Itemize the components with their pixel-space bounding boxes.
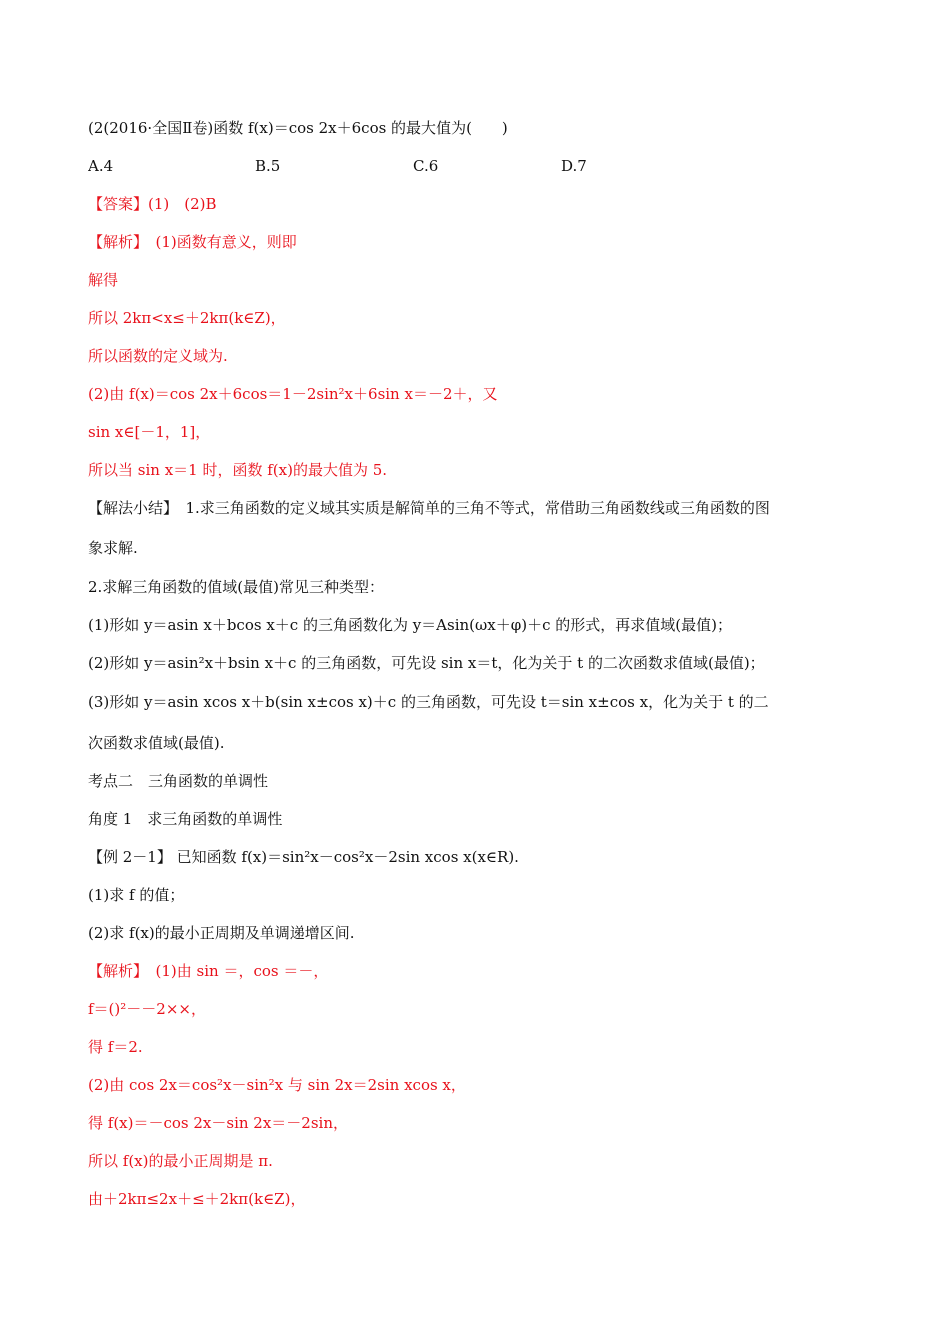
solution-line: 得 f＝2. <box>88 1038 143 1056</box>
problem-stem: (2(2016·全国Ⅱ卷)函数 f(x)＝cos 2x＋6cos 的最大值为( ) <box>88 119 508 137</box>
subsection-heading: 角度 1 求三角函数的单调性 <box>88 810 283 828</box>
section-heading: 考点二 三角函数的单调性 <box>88 772 269 790</box>
analysis-line: (2)由 f(x)＝cos 2x＋6cos＝1－2sin²x＋6sin x＝－2＋，又 <box>88 385 498 403</box>
example-line: (2)求 f(x)的最小正周期及单调递增区间. <box>88 924 355 942</box>
solution-line: f＝()²－－2××， <box>88 1000 206 1018</box>
summary-line: 2.求解三角函数的值域(最值)常见三种类型： <box>88 578 385 596</box>
example-line: (1)求 f 的值； <box>88 886 185 904</box>
summary-line: (2)形如 y＝asin²x＋bsin x＋c 的三角函数，可先设 sin x＝t，化为关于 t 的二次函数求值域(最值)； <box>88 654 765 672</box>
summary-line: 象求解. <box>88 539 138 557</box>
analysis-line: 解得 <box>88 271 119 289</box>
solution-line: 得 f(x)＝－cos 2x－sin 2x＝－2sin， <box>88 1114 349 1132</box>
summary-line: 次函数求值域(最值). <box>88 734 225 752</box>
analysis-line: 所以 2kπ<x≤＋2kπ(k∈Z)， <box>88 309 286 327</box>
solution-line: 由＋2kπ≤2x＋≤＋2kπ(k∈Z)， <box>88 1190 306 1208</box>
option-d: D.7 <box>561 157 587 175</box>
example-line: 【例 2－1】 已知函数 f(x)＝sin²x－cos²x－2sin xcos x(x∈R). <box>88 848 519 866</box>
solution-line: 【解析】 (1)由 sin ＝，cos ＝－， <box>88 962 329 980</box>
solution-line: (2)由 cos 2x＝cos²x－sin²x 与 sin 2x＝2sin xcos x， <box>88 1076 466 1094</box>
summary-line: (3)形如 y＝asin xcos x＋b(sin x±cos x)＋c 的三角函数，可先设 t＝sin x±cos x，化为关于 t 的二 <box>88 693 769 711</box>
analysis-line: 所以当 sin x＝1 时，函数 f(x)的最大值为 5. <box>88 461 388 479</box>
analysis-line: sin x∈[－1，1]， <box>88 423 211 441</box>
solution-line: 所以 f(x)的最小正周期是 π. <box>88 1152 273 1170</box>
option-c: C.6 <box>413 157 439 175</box>
option-a: A.4 <box>88 157 114 175</box>
problem-options <box>88 156 868 176</box>
option-b: B.5 <box>255 157 281 175</box>
summary-line: 【解法小结】 1.求三角函数的定义域其实质是解简单的三角不等式，常借助三角函数线或三角函数的图 <box>88 499 770 517</box>
answer-line: 【答案】(1) (2)B <box>88 195 217 213</box>
analysis-line: 所以函数的定义域为. <box>88 347 228 365</box>
summary-line: (1)形如 y＝asin x＋bcos x＋c 的三角函数化为 y＝Asin(ωx＋φ)＋c 的形式，再求值域(最值)； <box>88 616 732 634</box>
analysis-line: 【解析】 (1)函数有意义，则即 <box>88 233 297 251</box>
